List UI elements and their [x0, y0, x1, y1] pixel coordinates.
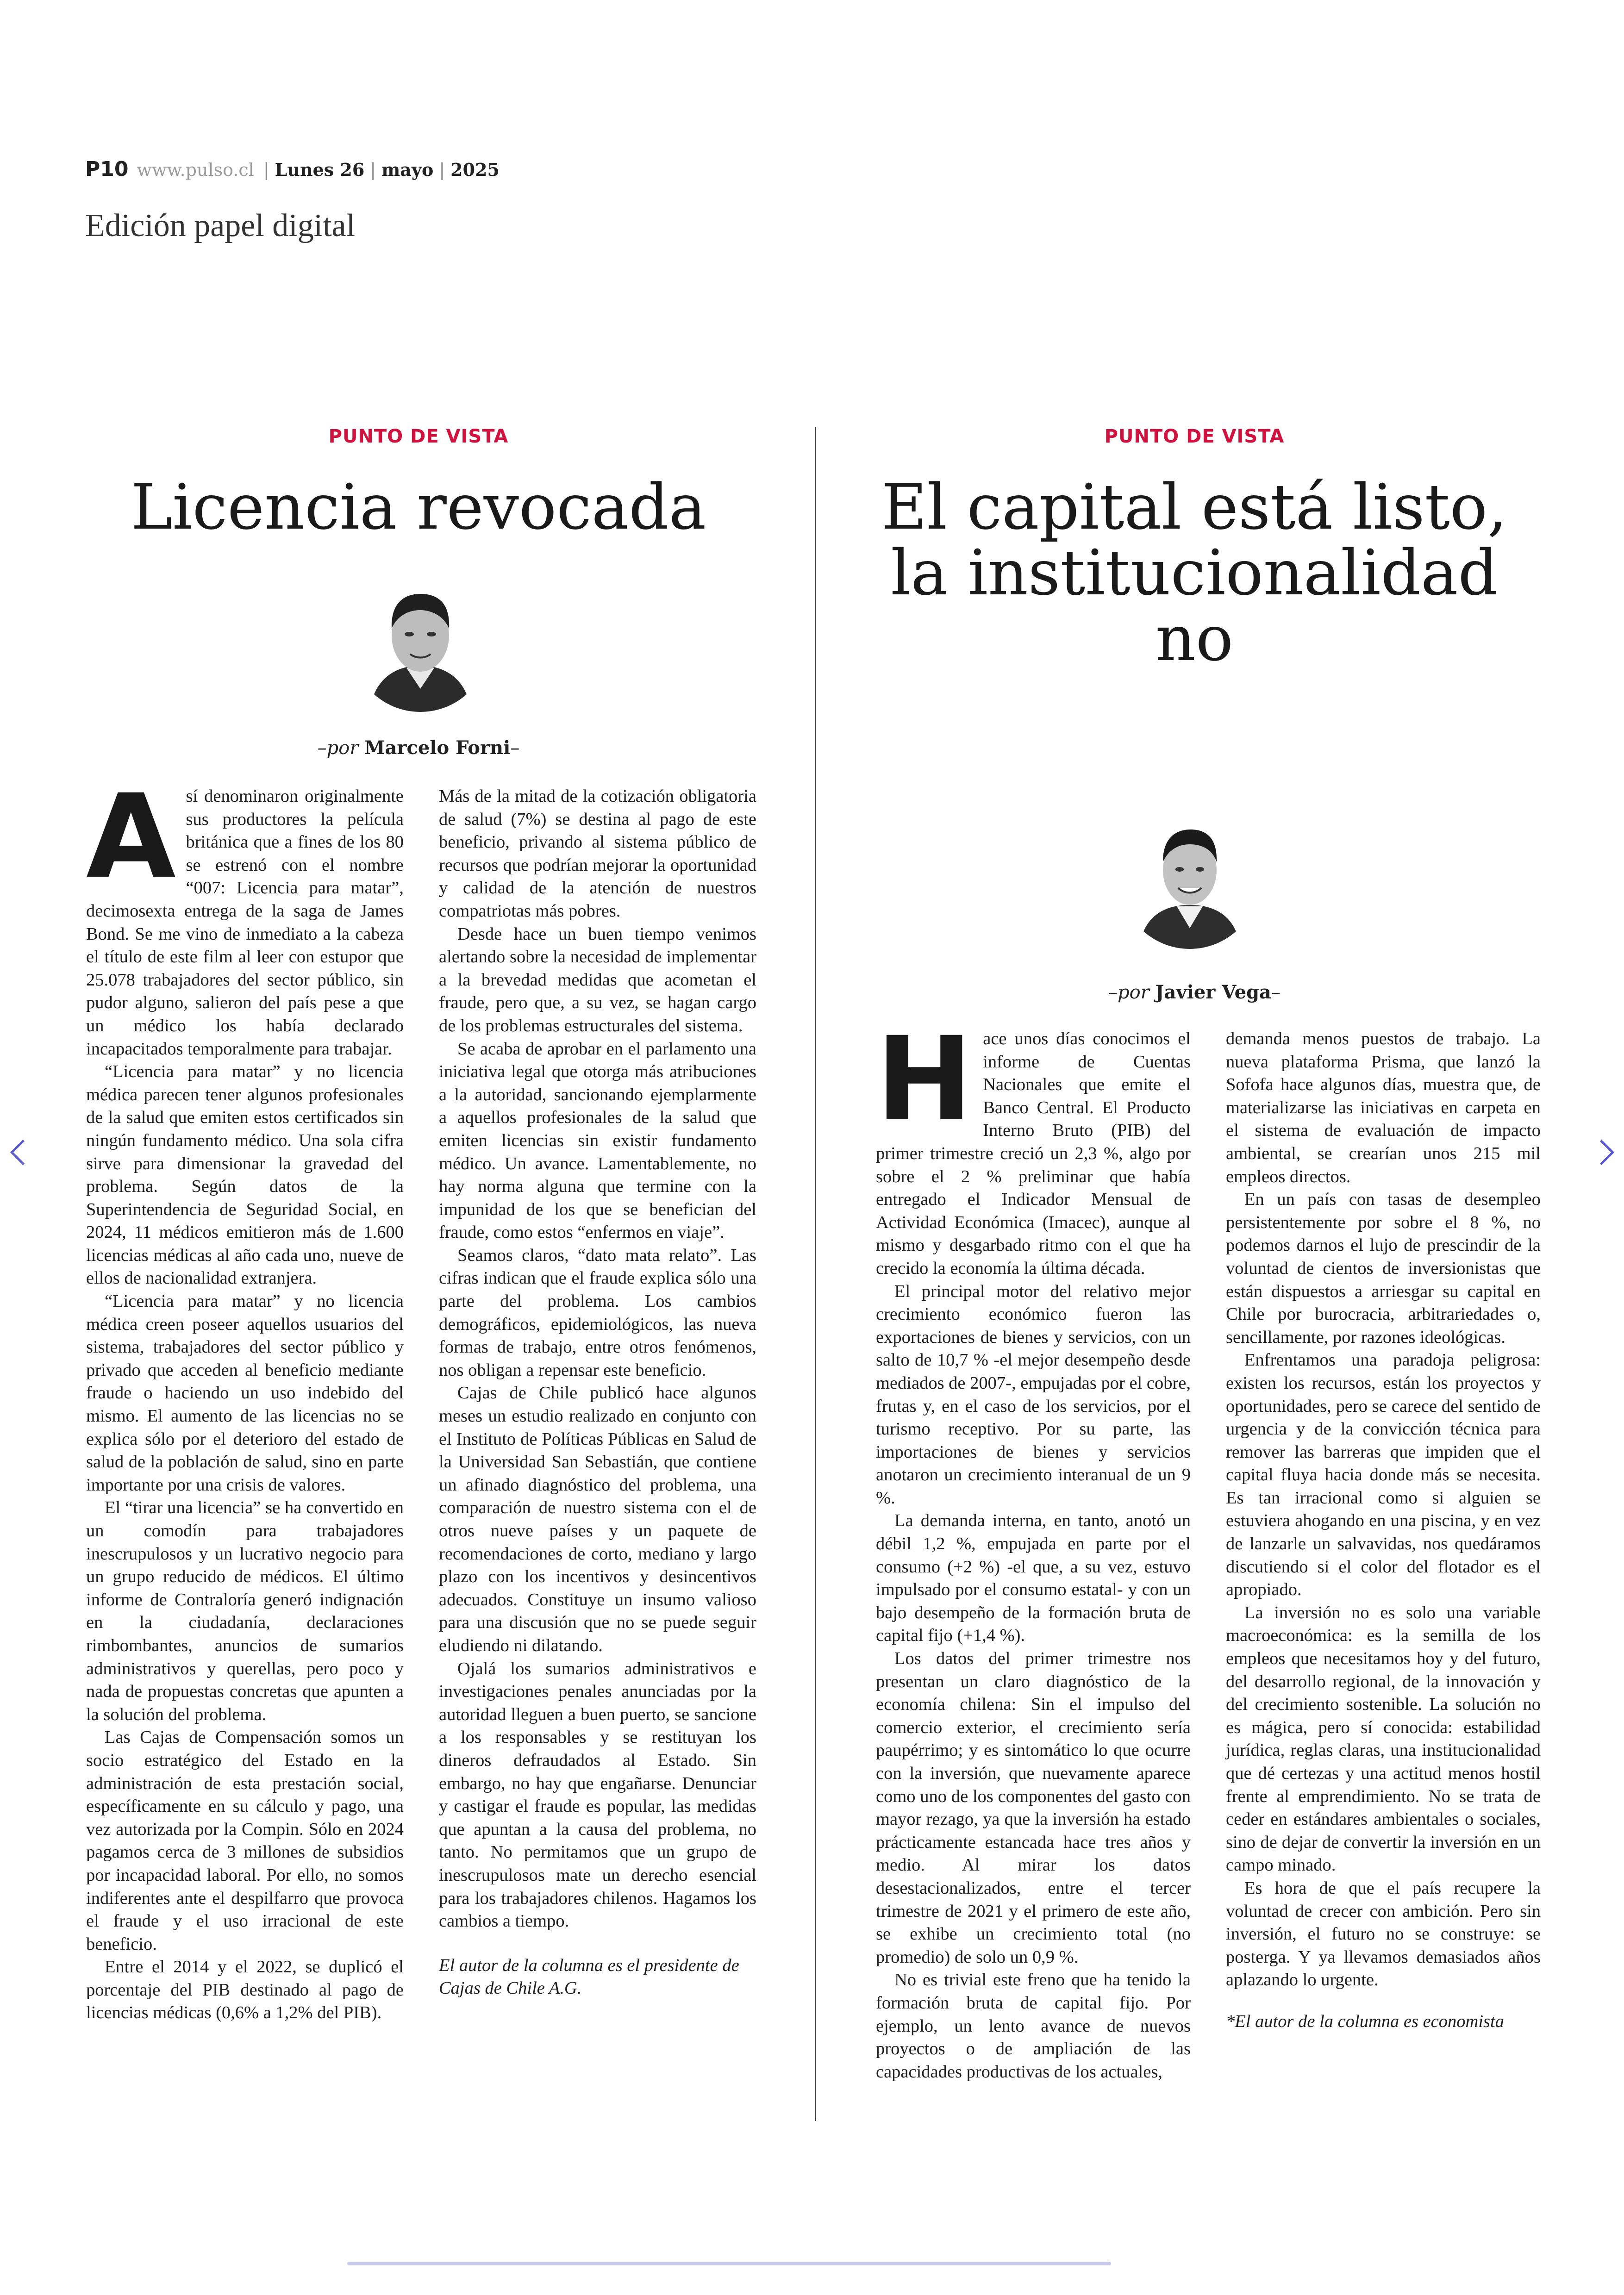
left-article-body	[86, 769, 756, 2025]
right-kicker: PUNTO DE VISTA	[1104, 426, 1285, 447]
paragraph: Entre el 2014 y el 2022, se duplicó el porcentaje del PIB destinado al pago de licencias médicas (0,6% a 1,2% del PIB).	[86, 1957, 404, 2023]
horizontal-scrollbar[interactable]	[347, 2262, 1111, 2265]
paragraph: Los datos del primer trimestre nos presentan un claro diagnóstico de la economía chilena: Sin el impulso del comercio exterior, el crecimiento sería paupérrimo; y es sintomático lo que ocurre con la inversión, que nuevamente aparece como uno de los componentes del gasto con mayor rezago, ya que la inversión ha estado prácticamente estancada hace tres años y medio. Al mirar los datos desestacionalizados, entre el tercer trimestre de 2021 y el primero de este año, se exhibe un crecimiento total (no promedio) de solo un 0,9 %.	[876, 1649, 1191, 1967]
right-column-1	[876, 1012, 1191, 2083]
paragraph: Más de la mitad de la cotización obligatoria de salud (7%) se destina al pago de este beneficio, privando al sistema público de recursos que podrían mejorar la oportunidad y calidad de la atención de nuestros compatriotas más pobres.	[439, 786, 756, 921]
left-column-1	[86, 769, 404, 2025]
paragraph: Desde hace un buen tiempo venimos alertando sobre la necesidad de implementar a la brevedad medidas que acometan el fraude, pero que, a su vez, se hagan cargo de los problemas estructurales del sistema.	[439, 924, 756, 1035]
page-header: P10 www.pulso.cl | Lunes 26 | mayo | 2025	[85, 157, 500, 181]
paragraph: No es trivial este freno que ha tenido la formación bruta de capital fijo. Por ejemplo, un lento avance de nuevos proyectos o de ampliación de las capacidades productivas de los actuales,	[876, 1970, 1191, 2082]
author-note: *El autor de la columna es economista	[1226, 2011, 1504, 2031]
paragraph: “Licencia para matar” y no licencia médica parecen tener algunos profesionales de la salud que emiten estos certificados sin ningún fundamento médico. Una sola cifra sirve para dimensionar la gravedad del problema. Según datos de la Superintendencia de Seguridad Social, en 2024, 11 médicos emitieron más de 1.600 licencias médicas al año cada uno, nueve de ellos de nacionalidad extranjera.	[86, 1062, 404, 1288]
edition-label: Edición papel digital	[85, 208, 356, 243]
date-year: 2025	[450, 159, 500, 180]
author-note: El autor de la columna es el presidente de Cajas de Chile A.G.	[439, 1955, 739, 1998]
paragraph: Es hora de que el país recupere la voluntad de crecer con ambición. Pero sin inversión, el futuro no se construye: se posterga. Y ya llevamos demasiados años aplazando lo urgente.	[1226, 1878, 1541, 1990]
right-headline: El capital está listo, la institucionalidad no	[881, 471, 1508, 675]
right-byline: –por Javier Vega–	[1108, 981, 1280, 1003]
paragraph: Ojalá los sumarios administrativos e investigaciones penales anunciadas por la autoridad lleguen a buen puerto, se sancione a los responsables y se restituyan los dineros defraudados al Estado. Sin embargo, no hay que engañarse. Denunciar y castigar el fraude es popular, las medidas que apuntan a la causa del problema, no tanto. No permitamos que un grupo de inescrupulosos mate un derecho esencial para los trabajadores chilenos. Hagamos los cambios a tiempo.	[439, 1659, 756, 1931]
paragraph: Así denominaron originalmente sus productores la película británica que a fines de los 80 se estrenó con el nombre “007: Licencia para matar”, decimosexta entrega de la saga de James Bond. Se me vino de inmediato a la cabeza el título de este film al leer con estupor que 25.078 trabajadores del sector público, sin pudor alguno, salieron del país pese a que un médico los había declarado incapacitados temporalmente para trabajar.	[86, 769, 404, 1059]
paragraph: La inversión no es solo una variable macroeconómica: es la semilla de los empleos que necesitamos hoy y del futuro, del desarrollo regional, de la innovación y del crecimiento sostenible. La solución no es mágica, pero sí conocida: estabilidad jurídica, reglas claras, una institucionalidad que dé certezas y una actitud menos hostil frente al emprendimiento. No se trata de ceder en estándares ambientales o sociales, sino de dejar de convertir la inversión en un campo minado.	[1226, 1603, 1541, 1875]
right-article-body	[876, 1012, 1541, 2083]
author-portrait-forni	[351, 573, 490, 712]
left-headline: Licencia revocada	[131, 471, 706, 543]
paragraph: Seamos claros, “dato mata relato”. Las cifras indican que el fraude explica sólo una parte del problema. Los cambios demográficos, epidemiológicos, las nueva formas de trabajo, entre otros fenómenos, nos obligan a repensar este beneficio.	[439, 1245, 756, 1380]
right-column-2	[1226, 1028, 1541, 2083]
column-divider	[815, 427, 816, 2121]
paragraph: “Licencia para matar” y no licencia médica creen poseer aquellos usuarios del sistema, trabajadores del sector público y privado que acceden al beneficio mediante fraude o haciendo un uso indebido del mismo. El aumento de las licencias no se explica sólo por el deterioro del estado de salud de la población de salud, sino en parte importante por una crisis de valores.	[86, 1291, 404, 1495]
site-url[interactable]: www.pulso.cl	[137, 160, 254, 180]
paragraph: El principal motor del relativo mejor crecimiento económico fueron las exportaciones de bienes y servicios, con un salto de 10,7 % -el mejor desempeño desde mediados de 2007-, empujadas por el cobre, frutas y, en el caso de los servicios, por el turismo receptivo. Por su parte, las importaciones de bienes y servicios anotaron un crecimiento interanual de un 9 %.	[876, 1281, 1191, 1508]
author-name: Marcelo Forni	[364, 737, 511, 759]
left-kicker: PUNTO DE VISTA	[328, 426, 509, 447]
date-month: mayo	[381, 159, 434, 180]
paragraph: demanda menos puestos de trabajo. La nueva plataforma Prisma, que lanzó la Sofofa hace algunos días, muestra que, de materializarse las iniciativas en carpeta en el sistema de evaluación de impacto ambiental, se crearían unos 215 mil empleos directos.	[1226, 1029, 1541, 1186]
paragraph: El “tirar una licencia” se ha convertido en un comodín para trabajadores inescrupulosos y un lucrativo negocio para un grupo reducido de médicos. El último informe de Contraloría generó indignación en la ciudadanía, declaraciones rimbombantes, anuncios de sumarios administrativos y querellas, pero poco y nada de propuestas concretas que apunten a la solución del problema.	[86, 1498, 404, 1724]
author-portrait-vega	[1120, 810, 1259, 949]
chevron-right-icon[interactable]	[1589, 1140, 1614, 1165]
paragraph: Se acaba de aprobar en el parlamento una iniciativa legal que otorga más atribuciones a la autoridad, sancionando ejemplarmente a aquellos profesionales de la salud que emiten licencias sin existir fundamento médico. Un avance. Lamentablemente, no hay norma alguna que termine con la impunidad de los que se benefician del fraude, como estos “enfermos en viaje”.	[439, 1039, 756, 1242]
paragraph: La demanda interna, en tanto, anotó un débil 1,2 %, empujada en parte por el consumo (+2 %) -el que, a su vez, estuvo impulsado por el consumo estatal- y con un bajo desempeño de la formación bruta de capital fijo (+1,4 %).	[876, 1511, 1191, 1646]
paragraph: En un país con tasas de desempleo persistentemente por sobre el 8 %, no podemos darnos el lujo de prescindir de la voluntad de cientos de inversionistas que están dispuestos a arriesgar su capital en Chile por burocracia, arbitrariedades o, sencillamente, por razones ideológicas.	[1226, 1190, 1541, 1347]
paragraph: Las Cajas de Compensación somos un socio estratégico del Estado en la administración de esta prestación social, específicamente en su cálculo y pago, una vez autorizada por la Compin. Sólo en 2024 pagamos cerca de 3 millones de subsidios por incapacidad laboral. Por ello, no somos indiferentes ante el despilfarro que provoca el fraude y el uso irracional de este beneficio.	[86, 1727, 404, 1954]
page-number: P10	[85, 157, 129, 181]
drop-cap: H	[876, 1012, 973, 1147]
chevron-left-icon[interactable]	[10, 1140, 36, 1165]
left-column-2	[439, 785, 756, 2025]
paragraph: Cajas de Chile publicó hace algunos meses un estudio realizado en conjunto con el Instituto de Políticas Públicas en Salud de la Universidad San Sebastián, que contiene un afinado diagnóstico del problema, una comparación de nuestro sistema con el de otros nueve países y un paquete de recomendaciones de corto, mediano y largo plazo con los incentivos y desincentivos adecuados. Constituye un insumo valioso para una discusión que no se puede seguir eludiendo ni dilatando.	[439, 1383, 756, 1655]
left-byline: –por Marcelo Forni–	[317, 737, 520, 759]
paragraph: Hace unos días conocimos el informe de Cuentas Nacionales que emite el Banco Central. El Producto Interno Bruto (PIB) del primer trimestre creció un 2,3 %, algo por sobre el 2 % preliminar que había entregado el Indicador Mensual de Actividad Económica (Imacec), aunque al mismo y desgarbado ritmo con el que ha crecido la economía la última década.	[876, 1012, 1191, 1278]
drop-cap: A	[86, 769, 176, 904]
paragraph: Enfrentamos una paradoja peligrosa: existen los recursos, están los proyectos y oportunidades, pero se carece del sentido de urgencia y de la convicción técnica para remover las barreras que impiden que el capital fluya hacia donde más se necesita. Es tan irracional como si alguien se estuviera ahogando en una piscina, y en vez de lanzarle un salvavidas, nos quedáramos discutiendo si el color del flotador es el apropiado.	[1226, 1350, 1541, 1600]
author-name: Javier Vega	[1155, 981, 1271, 1003]
date-day: Lunes 26	[275, 159, 365, 180]
